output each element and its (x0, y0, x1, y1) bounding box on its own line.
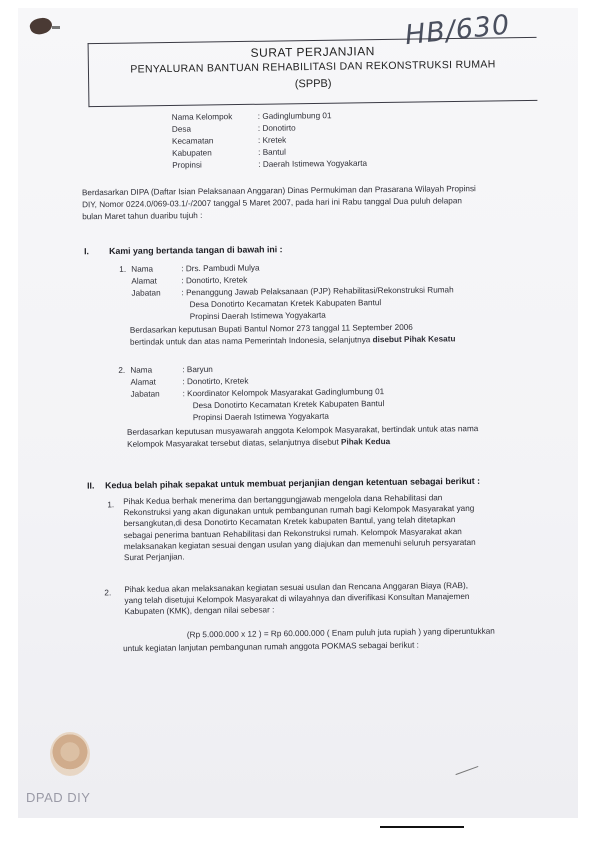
field-label: Alamat (130, 377, 156, 387)
item-line: Surat Perjanjian. (123, 552, 185, 563)
field-value: Propinsi Daerah Istimewa Yogyakarta (189, 310, 326, 322)
item-paragraph (124, 580, 469, 618)
field-value: Propinsi Daerah Istimewa Yogyakarta (192, 411, 329, 423)
item-line: Kabupaten (KMK), dengan nilai sebesar : (124, 605, 275, 617)
identity-label: Desa (171, 124, 192, 134)
section-number: I. (84, 246, 90, 257)
intro-line: bulan Maret tahun duaribu tujuh : (82, 211, 203, 222)
identity-value: : Gadinglumbung 01 (257, 111, 332, 121)
field-label: Jabatan (131, 288, 161, 298)
identity-value: : Daerah Istimewa Yogyakarta (258, 158, 368, 169)
field-label: Nama (130, 365, 153, 375)
identity-label: Kabupaten (172, 148, 212, 158)
basis-line: bertindak untuk dan atas nama Pemerintah Indonesia, selanjutnya disebut Pihak Kesatu (129, 334, 456, 347)
field-value: : Drs. Pambudi Mulya (181, 263, 260, 274)
field-value: : Koordinator Kelompok Masyarakat Gadinglumbung 01 (182, 387, 385, 399)
title-box (88, 37, 538, 107)
field-value: : Penanggung Jawab Pelaksanaan (PJP) Rehabilitasi/Rekonstruksi Rumah (181, 285, 454, 298)
item-line: Pihak Kedua berhak menerima dan bertanggungjawab mengelola dana Rehabilitasi dan (123, 493, 443, 507)
item-line: yang telah disetujui Kelompok Masyarakat di wilayahnya dan diverifikasi Konsultan Manajemen (124, 592, 470, 606)
field-label: Nama (131, 264, 154, 274)
basis-line: Berdasarkan keputusan Bupati Bantul Nomor 273 tanggal 11 September 2006 (129, 322, 413, 335)
intro-line: Berdasarkan DIPA (Daftar Isian Pelaksanaan Anggaran) Dinas Permukiman dan Prasarana Wilayah Propinsi (81, 184, 476, 198)
document-subtitle: PENYALURAN BANTUAN REHABILITASI DAN REKONSTRUKSI RUMAH (130, 58, 496, 76)
item-line: Rekonstruksi yang akan digunakan untuk pembangunan rumah bagi Kelompok Masyarakat yang (123, 504, 475, 518)
field-value: Desa Donotirto Kecamatan Kretek Kabupaten Bantul (189, 298, 382, 310)
field-value: : Donotirto, Kretek (182, 376, 249, 387)
intro-line: DIY, Nomor 0224.0/069-03.1/-/2007 tanggal 5 Maret 2007, pada hari ini Rabu tanggal Dua puluh delapan (81, 196, 463, 210)
field-value: Desa Donotirto Kecamatan Kretek Kabupaten Bantul (192, 399, 385, 411)
party-designation: disebut Pihak Kesatu (372, 334, 456, 345)
section-number: II. (87, 480, 95, 491)
field-value: : Donotirto, Kretek (181, 275, 248, 286)
identity-label: Nama Kelompok (171, 112, 233, 122)
item-line: untuk kegiatan lanjutan pembangunan rumah anggota POKMAS sebagai berikut : (123, 640, 419, 654)
basis-line: Kelompok Masyarakat tersebut diatas, selanjutnya disebut Pihak Kedua (127, 437, 391, 449)
document-abbreviation: (SPPB) (294, 77, 332, 91)
field-value: : Baryun (182, 364, 213, 375)
footer-line (380, 826, 464, 828)
scan-mark (52, 26, 60, 29)
identity-label: Propinsi (172, 160, 202, 170)
field-label: Jabatan (130, 389, 160, 399)
basis-line: Berdasarkan keputusan musyawarah anggota Kelompok Masyarakat, bertindak untuk atas nama (126, 424, 479, 437)
identity-label: Kecamatan (171, 136, 214, 146)
handwritten-archive-number: HB/630 (403, 9, 512, 52)
item-number: 2. (104, 588, 112, 598)
party-number: 1. (119, 264, 127, 274)
section-heading: Kedua belah pihak sepakat untuk membuat perjanjian dengan ketentuan sebagai berikut : (105, 475, 481, 491)
item-paragraph (123, 492, 476, 564)
party-number: 2. (118, 365, 126, 375)
document-title: SURAT PERJANJIAN (250, 44, 375, 60)
section-heading: Kami yang bertanda tangan di bawah ini : (109, 244, 283, 256)
seal-emblem (50, 732, 90, 776)
identity-value: : Kretek (257, 135, 287, 145)
amount-line: (Rp 5.000.000 x 12 ) = Rp 60.000.000 ( Enam puluh juta rupiah ) yang diperuntukkan (186, 626, 495, 640)
item-line: sebagai penerima bantuan Rehabilitasi dan Rekonstruksi rumah. Kelompok Masyarakat akan (123, 526, 462, 540)
item-line: melaksanakan kegiatan sesuai dengan usulan yang diajukan dan memenuhi seluruh persyaratan (123, 537, 476, 551)
item-line: Pihak kedua akan melaksanakan kegiatan sesuai usulan dan Rencana Anggaran Biaya (RAB), (124, 580, 469, 595)
party-designation: Pihak Kedua (340, 437, 391, 447)
item-number: 1. (107, 500, 115, 510)
watermark: DPAD DIY (26, 790, 91, 805)
field-label: Alamat (131, 276, 157, 286)
item-line: bersangkutan,di desa Donotirto Kecamatan Kretek kabupaten Bantul, yang telah ditetapkan (123, 515, 456, 529)
identity-value: : Donotirto (257, 123, 296, 133)
identity-value: : Bantul (258, 147, 286, 157)
